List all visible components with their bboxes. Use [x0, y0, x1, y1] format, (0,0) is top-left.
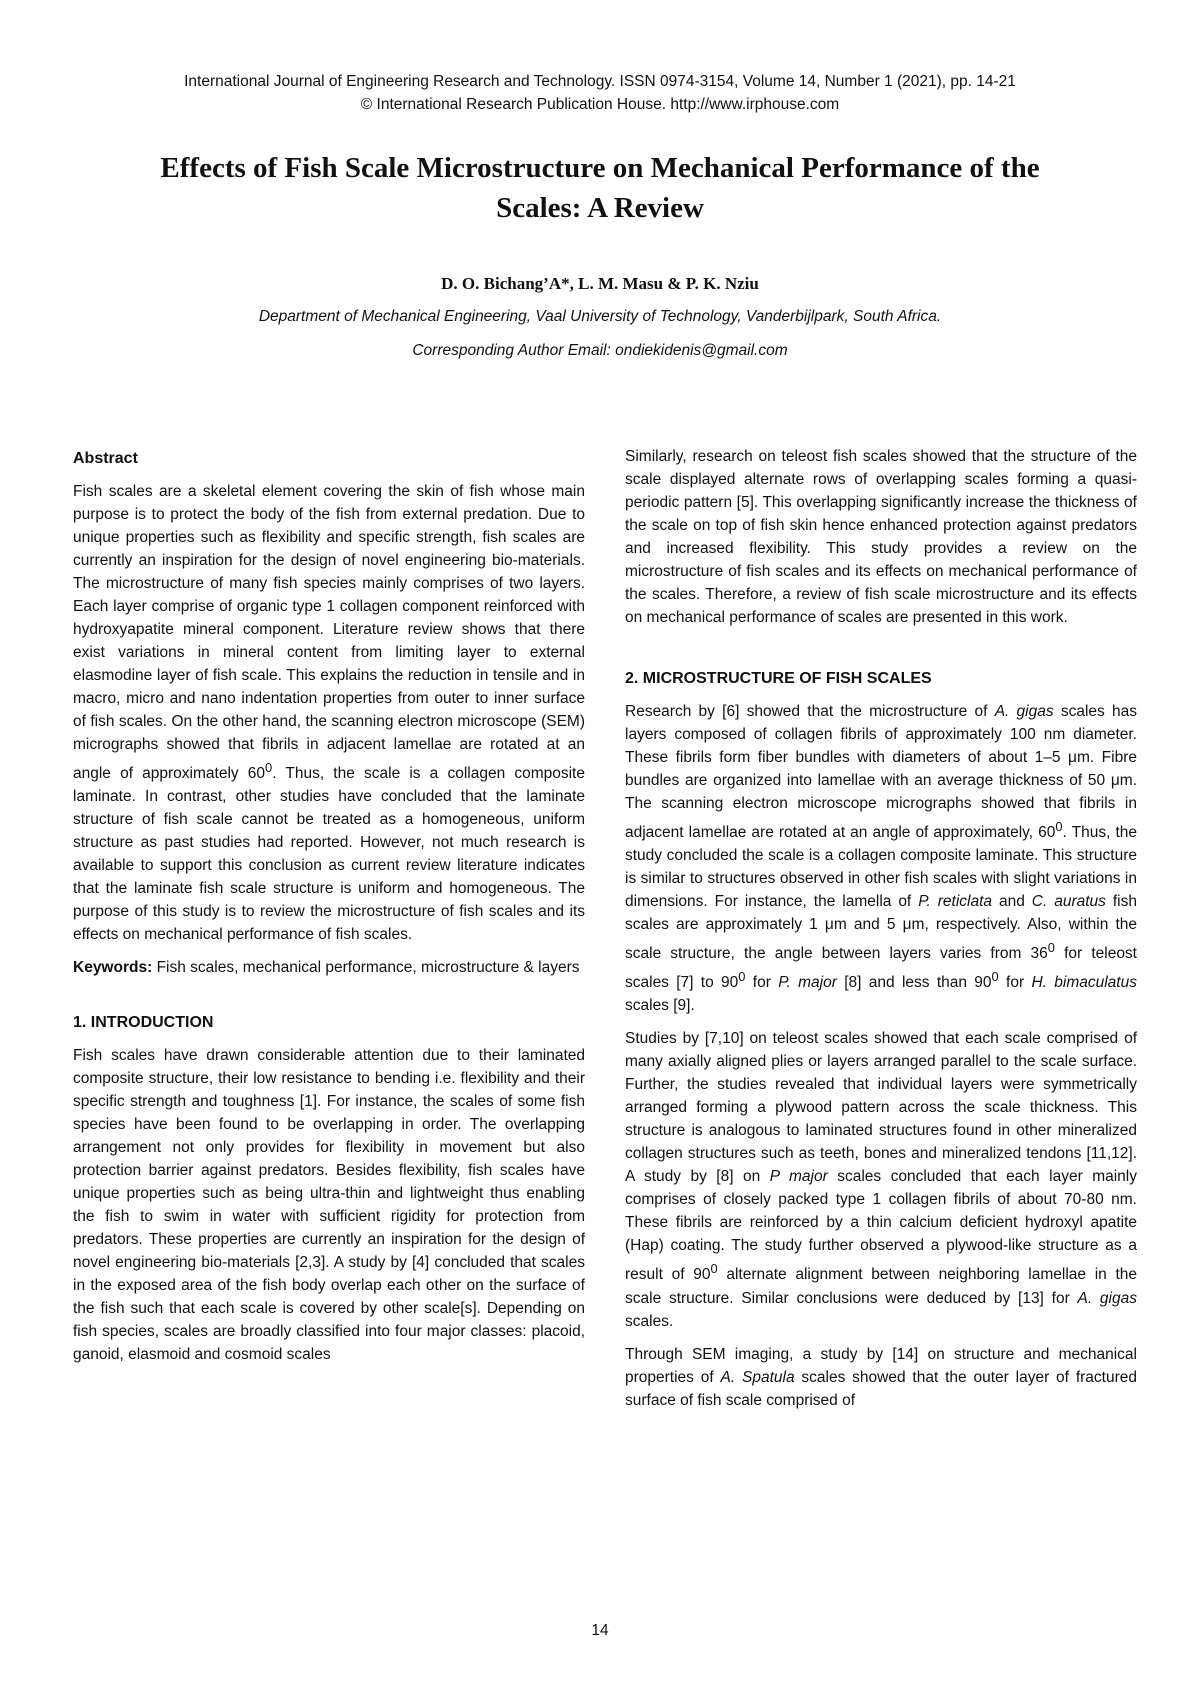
- journal-citation: International Journal of Engineering Research and Technology. ISSN 0974-3154, Volume 14, Number 1 (2021), pp. 14-21: [184, 73, 1016, 90]
- section2-paragraph-3: [625, 1343, 1137, 1412]
- text-run: alternate alignment between neighboring lamellae in the scale structure. Similar conclusions were deduced by [13] for: [625, 1266, 1137, 1307]
- introduction-text: Fish scales have drawn considerable attention due to their laminated composite structure, their low resistance to bending i.e. flexibility and their specific strength and toughness [1]. For instance, the scales of some fish species have been found to be overlapping in order. The overlapping arrangement not only provides for flexibility in movement but also protection barrier against predators. Besides flexibility, fish scales have unique properties such as being ultra-thin and lightweight thus enabling the fish to swim in water with sufficient rigidity for protection from predators. These properties are currently an inspiration for the design of novel engineering bio-materials [2,3]. A study by [4] concluded that scales in the exposed area of the fish body overlap each other on the surface of the fish such that each scale is covered by other scale[s]. Depending on fish species, scales are broadly classified into four major classes: placoid, ganoid, elasmoid and cosmoid scales: [73, 1047, 585, 1364]
- section2-heading: 2. MICROSTRUCTURE OF FISH SCALES: [625, 670, 932, 687]
- keywords-text: Fish scales, mechanical performance, microstructure & layers: [156, 959, 580, 977]
- text-run: scales [9].: [625, 997, 695, 1015]
- degree-superscript: 0: [710, 1261, 718, 1277]
- section2-paragraph-2: [625, 1027, 1137, 1332]
- text-run: scales showed that the outer layer of fractured surface of fish scale comprised of: [625, 1368, 1137, 1409]
- species-name: P. major: [778, 974, 837, 992]
- text-run: for: [998, 974, 1032, 992]
- degree-superscript: 0: [265, 760, 273, 775]
- paper-title: [80, 148, 1120, 228]
- title-line-2: Scales: A Review: [496, 192, 704, 224]
- text-run: Through SEM imaging, a study by [14] on structure and mechanical properties of: [625, 1345, 1137, 1386]
- species-name: P. reticlata: [918, 893, 993, 911]
- text-run: [8] and less than 90: [836, 974, 992, 992]
- page-number: 14: [591, 1622, 609, 1639]
- corresponding-email: Corresponding Author Email: ondiekidenis@gmail.com: [412, 342, 788, 359]
- species-name: A. gigas: [1077, 1289, 1137, 1307]
- text-run: Studies by [7,10] on teleost scales showed that each scale comprised of many axially aligned plies or layers arranged parallel to the scale surface. Further, the studies revealed that individual layers were symmetrically arranged forming a plywood pattern across the scale thickness. This structure is analogous to laminated structures found in other mineralized collagen structures such as teeth, bones and mineralized tendons [11,12]. A study by [8] on: [625, 1030, 1137, 1186]
- abstract-text-part-2: . Thus, the scale is a collagen composite laminate. In contrast, other studies have concluded that the laminate structure of fish scale cannot be treated as a homogeneous, uniform structure as past studies had reported. However, not much research is available to support this conclusion as current review literature indicates that the laminate fish scale structure is uniform and homogeneous. The purpose of this study is to review the microstructure of fish scales and its effects on mechanical performance of fish scales.: [73, 765, 585, 944]
- text-run: for teleost scales [7] to 90: [625, 945, 1137, 992]
- text-run: scales concluded that each layer mainly comprises of closely packed type 1 collagen fibrils of about 70-80 nm. These fibrils are reinforced by a thin calcium deficient hydroxyl apatite (Hap) coating. The study further observed a plywood-like structure as a result of 90: [625, 1168, 1137, 1284]
- text-run: for: [745, 974, 779, 992]
- text-run: scales has layers composed of collagen fibrils of approximately 100 nm diameter. These fibrils form fiber bundles with diameters of about 1–5 μm. Fibre bundles are organized into lamellae with an average thickness of 50 μm. The scanning electron microscope micrographs showed that fibrils in adjacent lamellae are rotated at an angle of approximately, 60: [625, 703, 1138, 842]
- species-name: A. Spatula: [720, 1368, 795, 1386]
- species-name: P major: [769, 1168, 828, 1186]
- abstract-heading: Abstract: [73, 450, 138, 467]
- abstract-text-part-1: Fish scales are a skeletal element covering the skin of fish whose main purpose is to protect the body of the fish from external predation. Due to unique properties such as flexibility and specific strength, fish scales are currently an inspiration for the design of novel engineering bio-materials. The microstructure of many fish species mainly comprises of two layers. Each layer comprise of organic type 1 collagen component reinforced with hydroxyapatite mineral component. Literature review shows that there exist variations in mineral content from limiting layer to external elasmodine layer of fish scale. This explains the reduction in tensile and in macro, micro and nano indentation properties from outer to inner surface of fish scales. On the other hand, the scanning electron microscope (SEM) micrographs showed that fibrils in adjacent lamellae are rotated at an angle of approximately 60: [73, 483, 585, 783]
- species-name: H. bimaculatus: [1031, 974, 1137, 992]
- degree-superscript: 0: [1047, 940, 1055, 956]
- degree-superscript: 0: [1055, 819, 1063, 834]
- keywords: [73, 956, 585, 979]
- publisher-line: © International Research Publication House. http://www.irphouse.com: [360, 96, 840, 113]
- text-run: fish scales are approximately 1 μm and 5 μm, respectively. Also, within the scale structure, the angle between layers varies from 36: [625, 893, 1137, 963]
- authors: D. O. Bichang’A*, L. M. Masu & P. K. Nziu: [441, 274, 759, 293]
- keywords-label: Keywords:: [73, 959, 153, 977]
- text-run: . Thus, the study concluded the scale is a collagen composite laminate. This structure is similar to structures observed in other fish scales with slight variations in dimensions. For instance, the lamella of: [625, 824, 1137, 911]
- degree-superscript: 0: [991, 969, 999, 985]
- left-column: [73, 447, 585, 1376]
- species-name: A. gigas: [994, 703, 1054, 720]
- species-name: C. auratus: [1031, 893, 1106, 911]
- title-line-1: Effects of Fish Scale Microstructure on Mechanical Performance of the: [160, 152, 1040, 184]
- text-run: Research by [6] showed that the microstructure of: [625, 703, 995, 720]
- abstract-text: [73, 480, 585, 946]
- section2-paragraph-1: [625, 700, 1137, 1017]
- affiliation: Department of Mechanical Engineering, Vaal University of Technology, Vanderbijlpark, South Africa.: [258, 308, 942, 325]
- degree-superscript: 0: [738, 969, 746, 985]
- journal-header: [60, 70, 1140, 116]
- text-run: scales.: [625, 1312, 674, 1330]
- right-column: [625, 445, 1137, 1422]
- introduction-continued: Similarly, research on teleost fish scales showed that the structure of the scale displayed alternate rows of overlapping scales forming a quasi-periodic pattern [5]. This overlapping significantly increase the thickness of the scale on top of fish skin hence enhanced protection against predators and increased flexibility. This study provides a review on the microstructure of fish scales and its effects on mechanical performance of the scales. Therefore, a review of fish scale microstructure and its effects on mechanical performance of scales are presented in this work.: [625, 448, 1137, 626]
- introduction-heading: 1. INTRODUCTION: [73, 1014, 214, 1032]
- text-run: and: [992, 893, 1032, 911]
